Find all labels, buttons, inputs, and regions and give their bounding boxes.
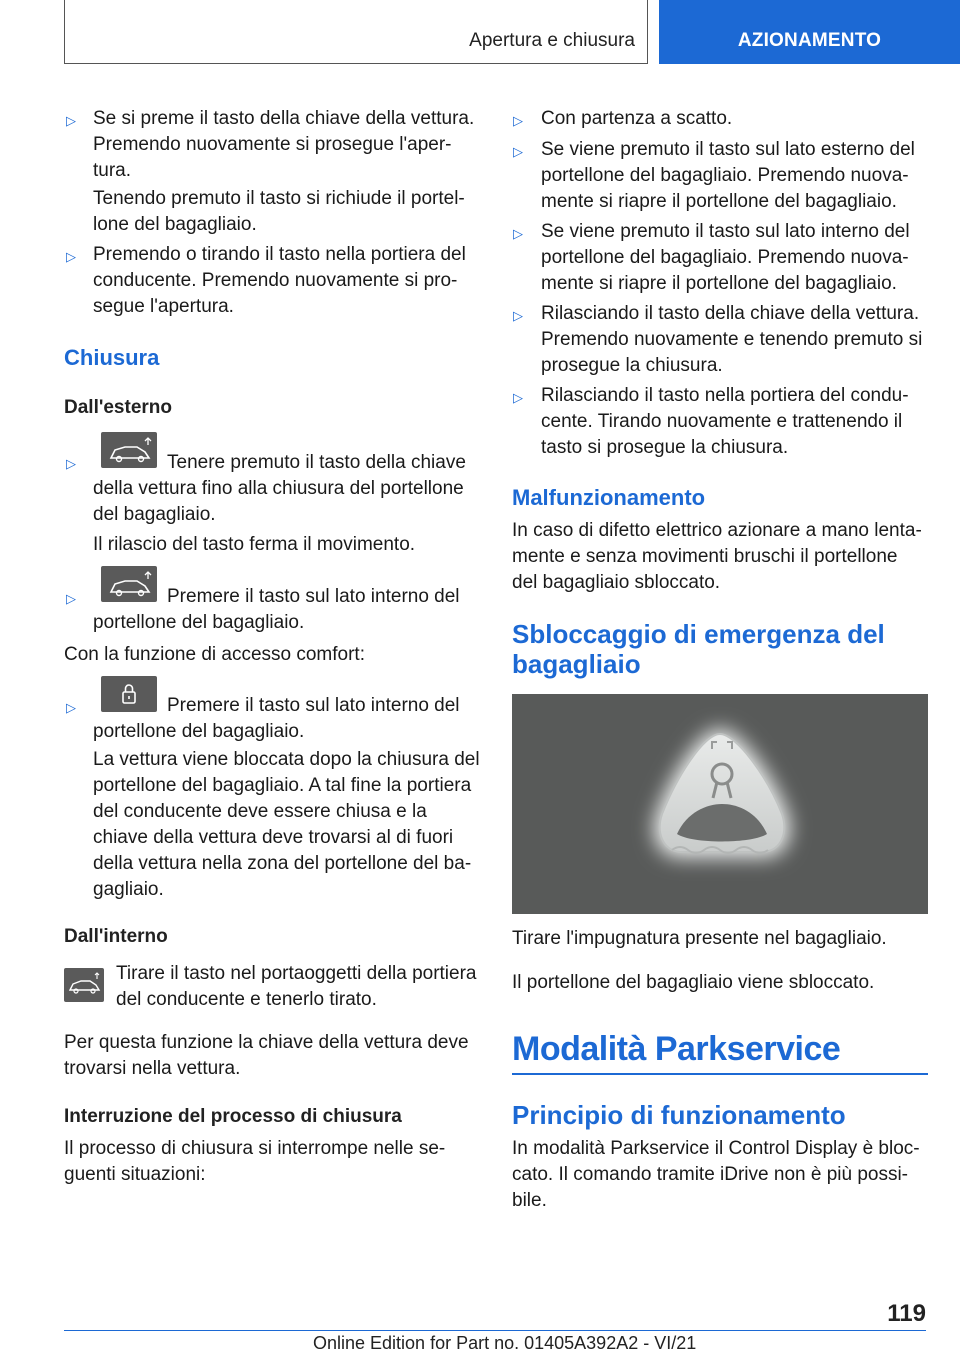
paragraph: del conducente e tenerlo tirato. — [116, 989, 377, 1010]
paragraph: tasto si prosegue la chiusura. — [541, 437, 789, 458]
chapter-tab-label: AZIONAMENTO — [737, 30, 882, 51]
bullet-icon: ▷ — [66, 113, 76, 128]
edition-footer: Online Edition for Part no. 01405A392A2 - VI/21 — [313, 1333, 697, 1353]
bullet-icon: ▷ — [66, 249, 76, 264]
paragraph: Premendo o tirando il tasto nella portiera del — [93, 244, 466, 265]
bullet-icon: ▷ — [513, 226, 523, 241]
header-frame — [64, 0, 648, 64]
paragraph: mente e senza movimenti bruschi il portellone — [512, 546, 898, 567]
paragraph: Se viene premuto il tasto sul lato esterno del — [541, 139, 915, 160]
paragraph: trovarsi nella vettura. — [64, 1058, 241, 1079]
paragraph: portellone del bagagliaio. — [93, 612, 305, 633]
photo-caption: Tirare l'impugnatura presente nel bagagliaio. — [512, 928, 887, 949]
paragraph: mente si riapre il portellone del bagagliaio. — [541, 191, 897, 212]
paragraph: della vettura nella zona del portellone del ba- — [93, 853, 472, 874]
bullet-icon: ▷ — [513, 113, 523, 128]
paragraph: conducente. Premendo nuovamente si pro- — [93, 270, 458, 291]
paragraph: gagliaio. — [93, 879, 164, 900]
paragraph: lone del bagagliaio. — [93, 214, 257, 235]
paragraph: Premere il tasto sul lato interno del — [167, 695, 460, 716]
paragraph: In modalità Parkservice il Control Display è bloc- — [512, 1138, 920, 1159]
bullet-icon: ▷ — [66, 700, 76, 715]
chapter-heading-parkservice: Modalità Parkservice — [512, 1030, 841, 1068]
paragraph: Il portellone del bagagliaio viene sbloccato. — [512, 972, 875, 993]
subheading-esterno: Dall'esterno — [64, 397, 172, 418]
section-title: Apertura e chiusura — [469, 30, 635, 51]
paragraph: Se si preme il tasto della chiave della vettura. — [93, 108, 475, 129]
car-trunk-close-icon — [101, 566, 157, 602]
paragraph: cato. Il comando tramite iDrive non è più possi- — [512, 1164, 909, 1185]
bullet-icon: ▷ — [66, 591, 76, 606]
paragraph: Rilasciando il tasto della chiave della vettura. — [541, 303, 920, 324]
paragraph: guenti situazioni: — [64, 1164, 206, 1185]
heading-sbloccaggio: Sbloccaggio di emergenza del — [512, 619, 885, 649]
paragraph: segue l'apertura. — [93, 296, 234, 317]
bullet-icon: ▷ — [513, 308, 523, 323]
paragraph: cente. Tirando nuovamente e trattenendo il — [541, 411, 903, 432]
paragraph: bile. — [512, 1190, 547, 1211]
paragraph: del conducente deve essere chiusa e la — [93, 801, 427, 822]
paragraph: Con partenza a scatto. — [541, 108, 733, 129]
bullet-icon: ▷ — [513, 144, 523, 159]
paragraph: Il processo di chiusura si interrompe nelle se- — [64, 1138, 446, 1159]
paragraph: Premendo nuovamente e tenendo premuto si — [541, 329, 923, 350]
paragraph: Se viene premuto il tasto sul lato interno del — [541, 221, 910, 242]
car-trunk-close-icon — [101, 432, 157, 468]
paragraph: portellone del bagagliaio. — [93, 721, 305, 742]
chapter-tab[interactable] — [659, 0, 960, 64]
paragraph: Tirare il tasto nel portaoggetti della portiera — [116, 963, 477, 984]
paragraph: portellone del bagagliaio. A tal fine la portiera — [93, 775, 472, 796]
bullet-icon: ▷ — [513, 390, 523, 405]
heading-rule — [512, 1073, 928, 1075]
heading-principio: Principio di funzionamento — [512, 1100, 846, 1130]
paragraph: Premendo nuovamente si prosegue l'aper- — [93, 134, 452, 155]
paragraph: del bagagliaio sbloccato. — [512, 572, 721, 593]
paragraph: Il rilascio del tasto ferma il movimento. — [93, 534, 416, 555]
paragraph: In caso di difetto elettrico azionare a mano lenta- — [512, 520, 922, 541]
heading-sbloccaggio-cont: bagagliaio — [512, 649, 641, 679]
subheading-interruzione: Interruzione del processo di chiusura — [64, 1106, 402, 1127]
page-number: 119 — [887, 1300, 926, 1327]
paragraph: La vettura viene bloccata dopo la chiusura del — [93, 749, 480, 770]
heading-chiusura: Chiusura — [64, 345, 160, 370]
paragraph: Per questa funzione la chiave della vettura deve — [64, 1032, 469, 1053]
subheading-interno: Dall'interno — [64, 926, 168, 947]
paragraph: Rilasciando il tasto nella portiera del condu- — [541, 385, 909, 406]
paragraph: portellone del bagagliaio. Premendo nuova- — [541, 165, 909, 186]
paragraph: mente si riapre il portellone del bagagliaio. — [541, 273, 897, 294]
footer-rule — [64, 1330, 926, 1331]
heading-malfunzionamento: Malfunzionamento — [512, 485, 706, 510]
lock-icon — [101, 676, 157, 712]
paragraph: chiave della vettura deve trovarsi al di fuori — [93, 827, 454, 848]
emergency-release-handle-photo — [512, 694, 928, 914]
paragraph: della vettura fino alla chiusura del portellone — [93, 478, 464, 499]
paragraph: portellone del bagagliaio. Premendo nuova- — [541, 247, 909, 268]
paragraph: tura. — [93, 160, 132, 181]
paragraph: Premere il tasto sul lato interno del — [167, 586, 460, 607]
paragraph: Con la funzione di accesso comfort: — [64, 644, 365, 665]
paragraph: prosegue la chiusura. — [541, 355, 723, 376]
paragraph: del bagagliaio. — [93, 504, 216, 525]
bullet-icon: ▷ — [66, 456, 76, 471]
car-door-button-icon — [64, 968, 104, 1002]
paragraph: Tenendo premuto il tasto si richiude il portel- — [93, 188, 465, 209]
paragraph: Tenere premuto il tasto della chiave — [167, 452, 466, 473]
